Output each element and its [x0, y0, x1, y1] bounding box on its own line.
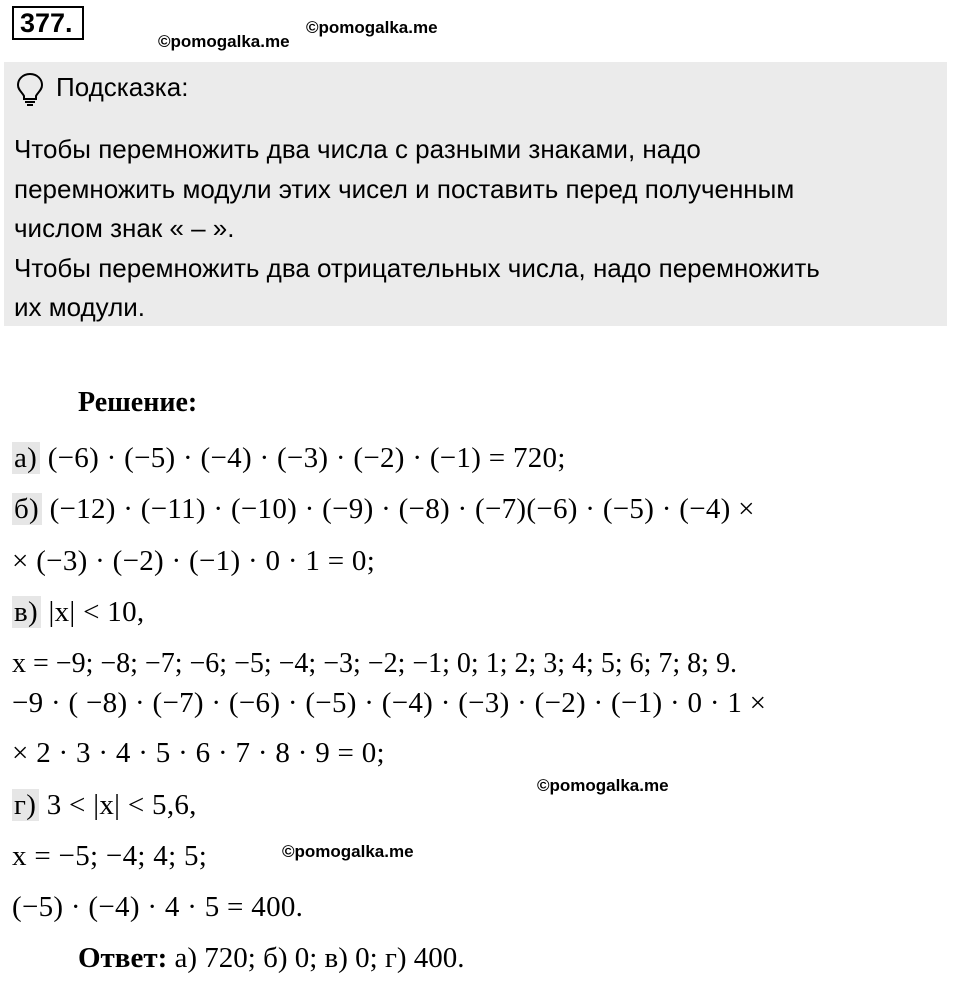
expression: (−12) · (−11) · (−10) · (−9) · (−8) · (−7)(−6) · (−5) · (−4) × — [42, 493, 755, 525]
hint-title: Подсказка: — [56, 72, 189, 102]
expression: × 2 · 3 · 4 · 5 · 6 · 7 · 8 · 9 = 0; — [12, 737, 385, 769]
solution-line-v-product-cont — [12, 735, 385, 771]
item-label: г) — [12, 789, 39, 821]
solution-line-g-product — [12, 889, 303, 925]
solution-title: Решение: — [78, 387, 198, 418]
hint-line: их модули. — [14, 292, 146, 322]
expression: −9 · ( −8) · (−7) · (−6) · (−5) · (−4) · (−3) · (−2) · (−1) · 0 · 1 × — [12, 687, 767, 719]
problem-number: 377. — [12, 6, 84, 40]
watermark: ©pomogalka.me — [537, 776, 669, 795]
item-label: а) — [12, 442, 40, 474]
expression: (−6) · (−5) · (−4) · (−3) · (−2) · (−1) = 720; — [40, 442, 566, 474]
solution-line-v-values — [12, 646, 737, 682]
watermark: ©pomogalka.me — [158, 32, 290, 51]
expression: 3 < |x| < 5,6, — [39, 789, 197, 821]
solution-line-v-product — [12, 685, 766, 721]
hint-line: Чтобы перемножить два числа с разными знаками, надо — [14, 134, 701, 164]
hint-line: Чтобы перемножить два отрицательных числа, надо перемножить — [14, 253, 820, 283]
item-label: б) — [12, 493, 42, 525]
item-label: в) — [12, 596, 41, 628]
answer-text: а) 720; б) 0; в) 0; г) 400. — [167, 942, 465, 974]
solution-line-g-values — [12, 838, 207, 874]
solution-line-b-cont — [12, 543, 375, 579]
expression: x = −9; −8; −7; −6; −5; −4; −3; −2; −1; 0; 1; 2; 3; 4; 5; 6; 7; 8; 9. — [12, 648, 737, 679]
expression: x = −5; −4; 4; 5; — [12, 840, 208, 872]
lightbulb-icon — [16, 72, 44, 106]
solution-line-g — [12, 787, 197, 823]
solution-line-a — [12, 440, 566, 476]
watermark: ©pomogalka.me — [282, 842, 414, 861]
solution-line-b — [12, 491, 755, 527]
hint-line: перемножить модули этих чисел и поставить перед полученным — [14, 174, 795, 204]
hint-line: числом знак « – ». — [14, 213, 235, 243]
answer — [78, 940, 465, 976]
solution-line-v — [12, 594, 144, 630]
expression: |x| < 10, — [40, 596, 145, 628]
watermark: ©pomogalka.me — [306, 18, 438, 37]
answer-label: Ответ: — [78, 942, 168, 974]
expression: (−5) · (−4) · 4 · 5 = 400. — [12, 891, 304, 923]
expression: × (−3) · (−2) · (−1) · 0 · 1 = 0; — [12, 545, 376, 577]
